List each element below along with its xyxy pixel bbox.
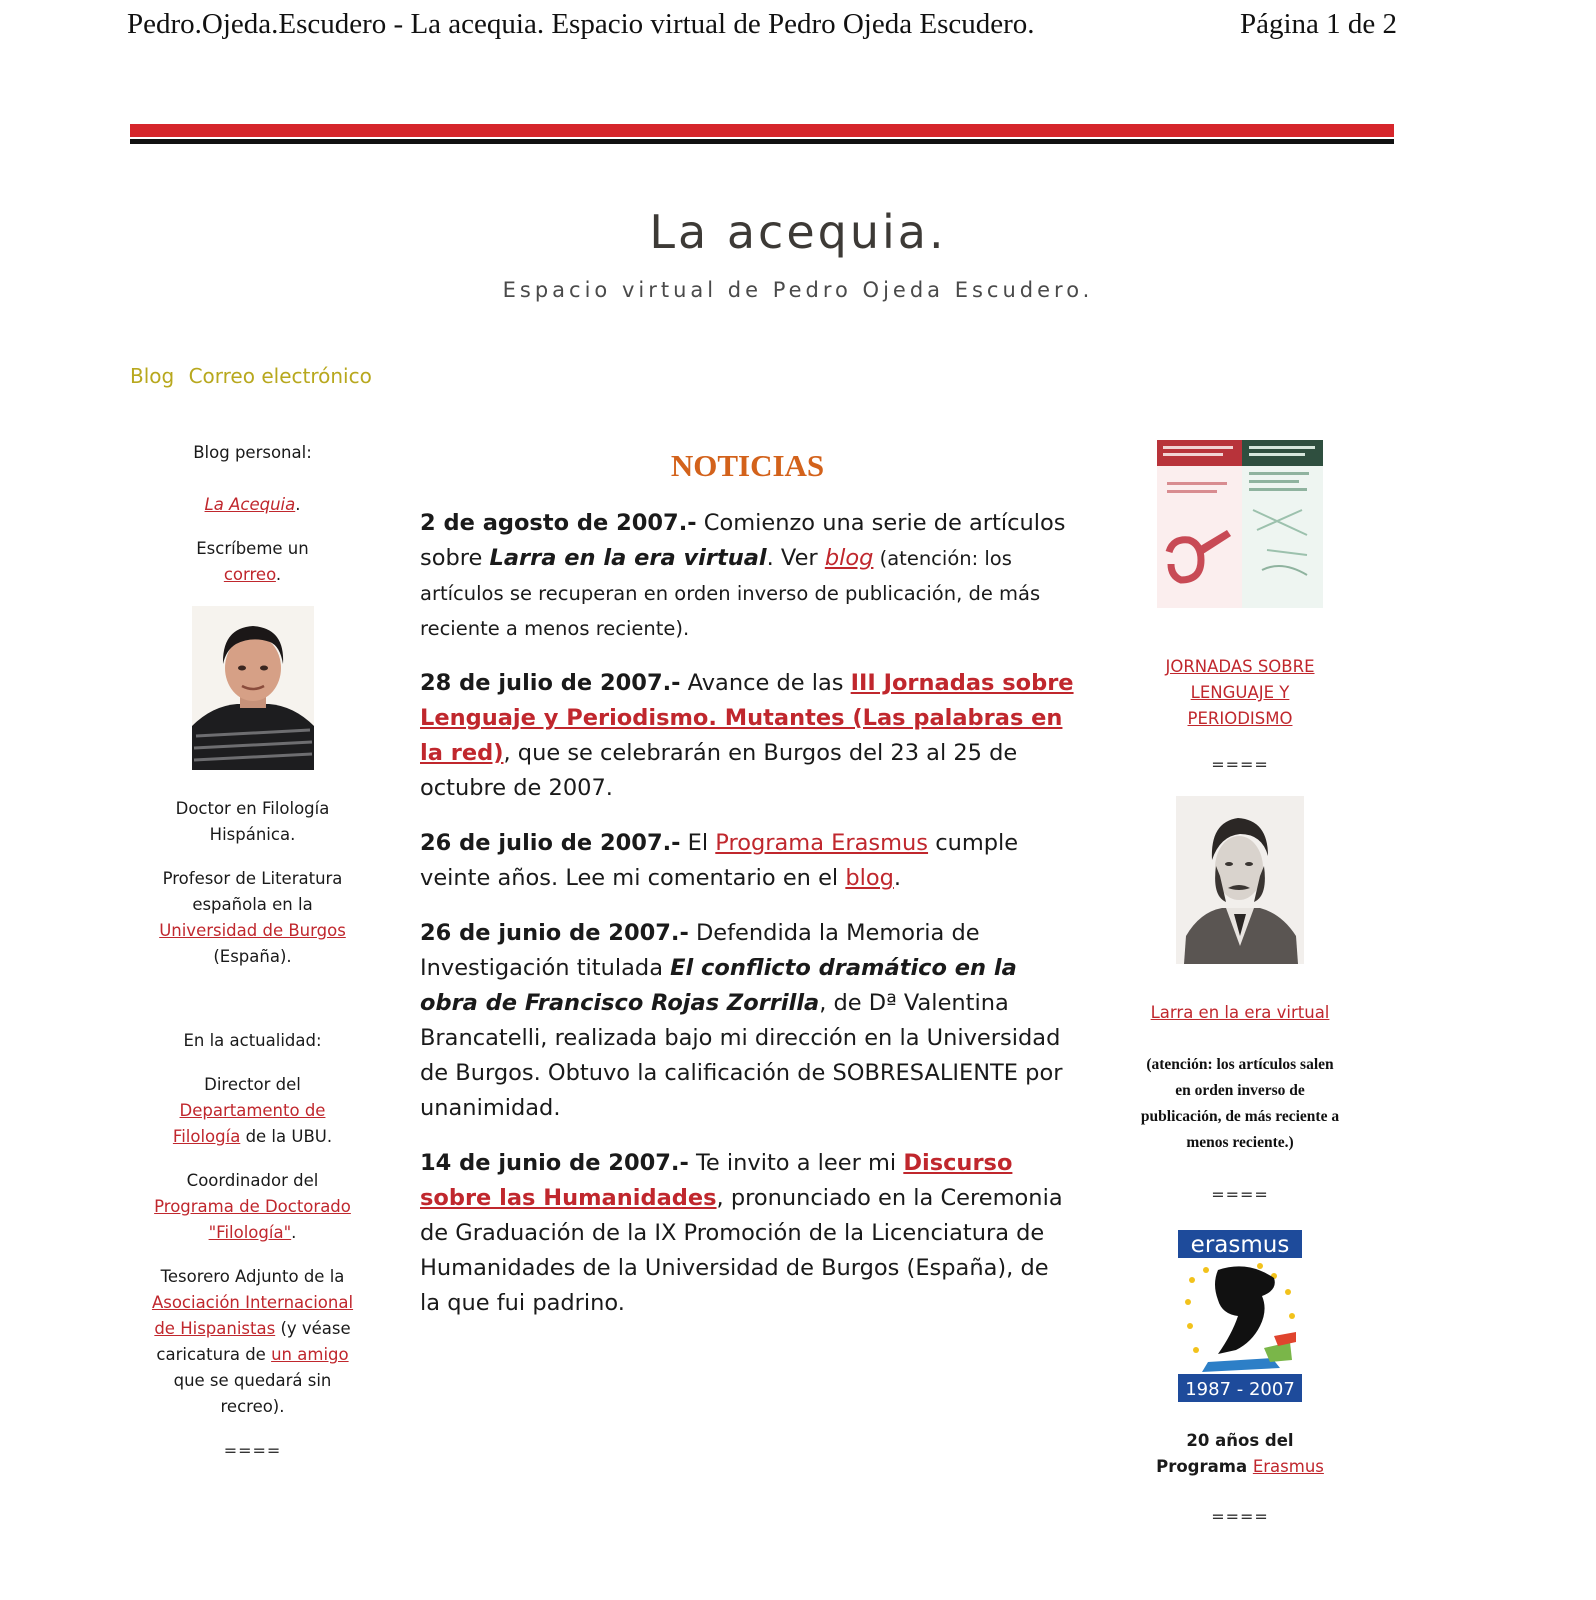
news-text: Avance de las: [680, 670, 851, 696]
blog-dot: .: [295, 495, 301, 514]
news-item: [420, 666, 1075, 806]
erasmus-logo-image: [1178, 1230, 1302, 1402]
news-emphasis: Larra en la era virtual: [489, 545, 767, 571]
director-text: Director del: [204, 1075, 301, 1094]
erasmus-caption-text: 20 años del Programa: [1156, 1431, 1294, 1476]
programa-doctorado-link[interactable]: Programa de Doctorado "Filología": [154, 1197, 351, 1242]
news-text: , pronunciado en la Ceremonia de Graduación de la IX Promoción de la Licenciatura de Humanidades de la Universidad de Burgos (España), de la que fui padrino.: [420, 1185, 1063, 1316]
treasurer-block: [150, 1264, 355, 1420]
director-suffix: de la UBU.: [245, 1127, 333, 1146]
site-subtitle: Espacio virtual de Pedro Ojeda Escudero.: [502, 278, 1094, 302]
print-header: [127, 8, 1397, 48]
email-link[interactable]: correo: [223, 565, 276, 584]
news-date: 14 de junio de 2007.-: [420, 1150, 689, 1176]
news-date: 2 de agosto de 2007.-: [420, 510, 697, 536]
news-note: (atención: los artículos se recuperan en orden inverso de publicación, de más reciente a menos reciente).: [420, 547, 1041, 640]
programa-erasmus-link[interactable]: Programa Erasmus: [715, 830, 929, 856]
top-navigation: [130, 364, 380, 388]
blog-label: Blog personal:: [193, 443, 312, 462]
news-date: 26 de julio de 2007.-: [420, 830, 681, 856]
news-text: , que se celebrarán en Burgos del 23 al 25 de octubre de 2007.: [420, 740, 1018, 801]
articles-order-note: (atención: los artículos salen en orden inverso de publicación, de más reciente a menos reciente.): [1140, 1056, 1340, 1151]
blog-block: [150, 440, 355, 518]
author-photo: [192, 606, 314, 770]
news-text: Comienzo una serie de artículos sobre: [420, 510, 1066, 571]
director-block: [150, 1072, 355, 1150]
discurso-humanidades-link[interactable]: Discurso sobre las Humanidades: [420, 1150, 1013, 1211]
departamento-filologia-link[interactable]: Departamento de Filología: [172, 1101, 326, 1146]
la-acequia-link[interactable]: La Acequia: [204, 495, 296, 514]
erasmus-years-text: 1987 - 2007: [1185, 1379, 1295, 1400]
write-dot: .: [275, 565, 282, 584]
jornadas-link[interactable]: III Jornadas sobre Lenguaje y Periodismo. Mutantes (Las palabras en la red): [420, 670, 1074, 766]
larra-caption: [1140, 1000, 1340, 1026]
print-header-page-number: Página 1 de 2: [1239, 8, 1397, 40]
coordinator-suffix: .: [291, 1223, 297, 1242]
asociacion-hispanistas-link[interactable]: Asociación Internacional de Hispanistas: [151, 1293, 354, 1338]
news-item: [420, 506, 1075, 646]
print-header-title: Pedro.Ojeda.Escudero - La acequia. Espacio virtual de Pedro Ojeda Escudero.: [127, 8, 1035, 40]
erasmus-brand-text: erasmus: [1190, 1232, 1290, 1258]
current-label: En la actualidad:: [183, 1031, 322, 1050]
header-rule-red: [130, 124, 1394, 137]
write-block: [150, 536, 355, 588]
jornadas-sidebar-link[interactable]: JORNADAS SOBRE LENGUAJE Y PERIODISMO: [1165, 657, 1315, 728]
news-date: 26 de junio de 2007.-: [420, 920, 689, 946]
un-amigo-link[interactable]: un amigo: [271, 1345, 349, 1364]
news-text: . Ver: [766, 545, 825, 571]
jornadas-poster[interactable]: [1157, 440, 1323, 608]
right-separator: ====: [1211, 1507, 1269, 1526]
news-text: cumple veinte años. Lee mi comentario en el: [420, 830, 1019, 891]
universidad-burgos-link[interactable]: Universidad de Burgos: [159, 921, 346, 940]
larra-portrait[interactable]: [1176, 796, 1304, 964]
news-item: [420, 826, 1075, 896]
news-emphasis: El conflicto dramático en la obra de Francisco Rojas Zorrilla: [420, 955, 1017, 1016]
jornadas-poster-image: [1157, 440, 1323, 608]
treasurer-suffix: que se quedará sin recreo).: [173, 1371, 332, 1416]
treasurer-text: Tesorero Adjunto de la: [160, 1267, 345, 1286]
professor-suffix: (España).: [213, 947, 292, 966]
right-separator: ====: [1211, 755, 1269, 774]
left-sidebar: [150, 440, 355, 1482]
nav-email-link[interactable]: Correo electrónico: [188, 364, 372, 388]
news-list: [420, 506, 1075, 1341]
erasmus-link[interactable]: Erasmus: [1252, 1457, 1324, 1476]
left-separator: ====: [223, 1441, 282, 1460]
header-rule-black: [130, 139, 1394, 144]
news-blog-link[interactable]: blog: [845, 865, 894, 891]
news-item: [420, 1146, 1075, 1321]
coordinator-text: Coordinador del: [186, 1171, 319, 1190]
news-blog-link[interactable]: blog: [824, 545, 874, 571]
news-text: Defendida la Memoria de Investigación titulada: [420, 920, 980, 981]
professor-block: [150, 866, 355, 970]
news-date: 28 de julio de 2007.-: [420, 670, 681, 696]
news-text: El: [680, 830, 716, 856]
site-title: La acequia.: [649, 205, 947, 259]
nav-blog-link[interactable]: Blog: [130, 364, 175, 388]
right-separator: ====: [1211, 1185, 1269, 1204]
erasmus-caption: [1140, 1428, 1340, 1480]
coordinator-block: [150, 1168, 355, 1246]
jornadas-caption: [1140, 654, 1340, 732]
larra-portrait-image: [1176, 796, 1304, 964]
author-photo-image: [192, 606, 314, 770]
news-text: .: [893, 865, 902, 891]
erasmus-logo[interactable]: [1178, 1230, 1302, 1402]
treasurer-mid: (y véase caricatura de: [156, 1319, 351, 1364]
doctor-text: Doctor en Filología Hispánica.: [175, 799, 330, 844]
right-sidebar: [1140, 440, 1340, 1530]
news-text: Te invito a leer mi: [688, 1150, 904, 1176]
news-item: [420, 916, 1075, 1126]
news-text: , de Dª Valentina Brancatelli, realizada bajo mi dirección en la Universidad de Burgos. Obtuvo la calificación de SOBRESALIENTE por unanimidad.: [420, 990, 1063, 1121]
write-text: Escríbeme un: [196, 539, 309, 558]
larra-link[interactable]: Larra en la era virtual: [1150, 1003, 1330, 1022]
professor-text: Profesor de Literatura española en la: [162, 869, 343, 914]
noticias-heading: NOTICIAS: [670, 448, 825, 483]
